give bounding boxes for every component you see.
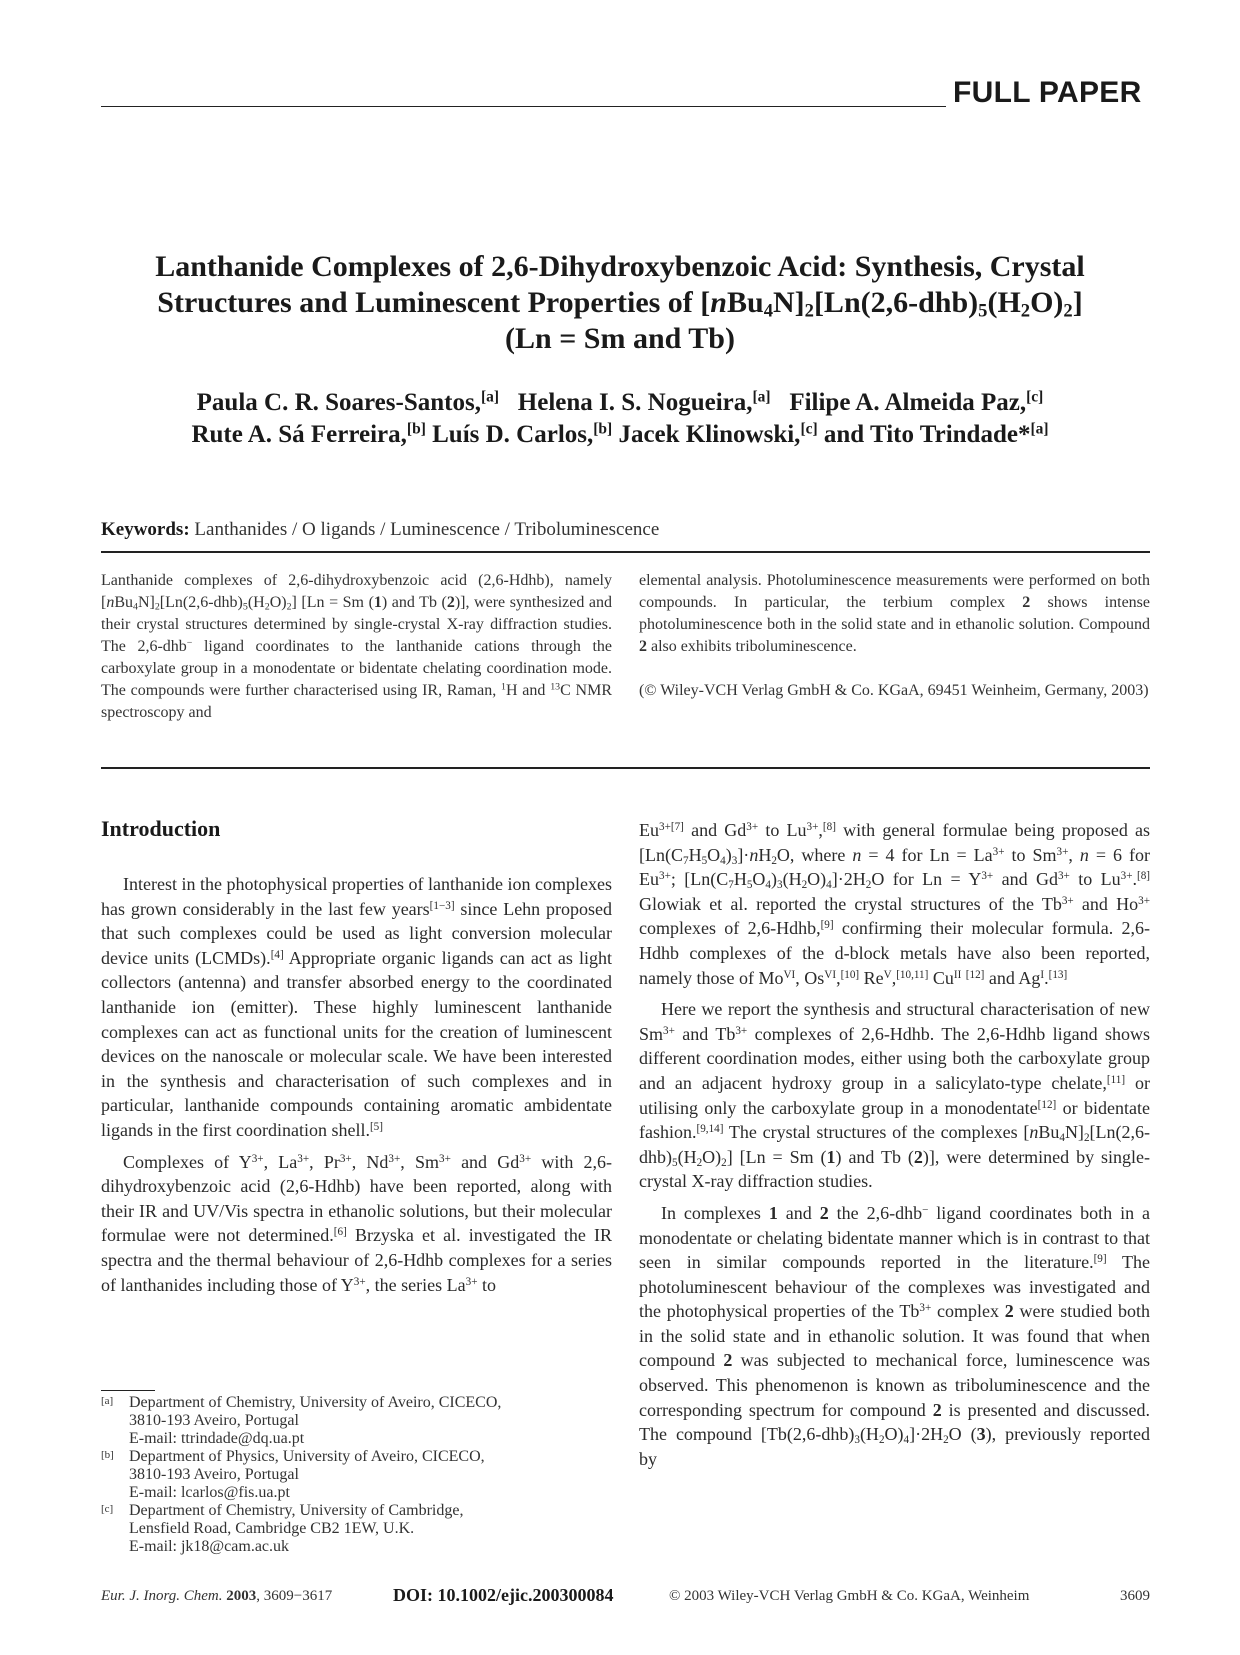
title-text: ] bbox=[1072, 286, 1083, 319]
affiliation-mark: [a] bbox=[752, 388, 771, 406]
title-subscript: 5 bbox=[978, 300, 988, 322]
title-text: Bu bbox=[726, 286, 764, 319]
doi-link[interactable]: DOI: 10.1002/ejic.200300084 bbox=[393, 1585, 614, 1605]
affiliation-mark: [c] bbox=[800, 420, 818, 438]
title-subscript: 2 bbox=[1020, 300, 1031, 322]
footnote-line: Department of Chemistry, University of Cambridge, bbox=[129, 1502, 464, 1519]
page-number: 3609 bbox=[1120, 1588, 1150, 1604]
journal-pages: , 3609−3617 bbox=[256, 1588, 333, 1604]
title-subscript: 4 bbox=[763, 300, 773, 322]
keywords-label: Keywords: bbox=[101, 519, 190, 540]
footnote-line: Lensfield Road, Cambridge CB2 1EW, U.K. bbox=[129, 1520, 415, 1537]
title-text: O) bbox=[1030, 286, 1064, 319]
body-paragraph: Interest in the photophysical properties of lanthanide ion complexes has grown considerably in the last few years[1−3] since Lehn proposed that such complexes could be used as light conversion molecular device units (LCMDs).[4] Appropriate organic ligands can act as light collectors (antenna) and transfer absorbed energy to the coordinated lanthanide ion (emitter). These highly luminescent lanthanide complexes can act as functional units for the creation of luminescent devices on the nanoscale or molecular scale. We have been interested in the synthesis and characterisation of such complexes and in particular, lanthanide compounds containing aromatic ambidentate ligands in the first coordination shell.[5] bbox=[101, 874, 612, 1140]
journal-citation bbox=[101, 1588, 332, 1605]
journal-name: Eur. J. Inorg. Chem. bbox=[101, 1588, 223, 1604]
abstract-text: elemental analysis. Photoluminescence measurements were performed on both compounds. In particular, the terbium complex 2 shows intense photoluminescence both in the solid state and in ethanolic solution. Compound 2 also exhibits triboluminescence. bbox=[639, 572, 1150, 655]
title-line-1: Lanthanide Complexes of 2,6-Dihydroxybenzoic Acid: Synthesis, Crystal bbox=[155, 250, 1085, 283]
keywords-list: Lanthanides / O ligands / Luminescence / Triboluminescence bbox=[194, 519, 660, 540]
footnote-mark: [c] bbox=[101, 1503, 114, 1515]
title-text: [Ln(2,6-dhb) bbox=[813, 286, 979, 319]
footnote-line: 3810-193 Aveiro, Portugal bbox=[129, 1466, 299, 1483]
body-paragraph: Here we report the synthesis and structural characterisation of new $Sm^{3+}$ and $Tb^{3+}$ complexes of 2,6-Hdhb. The 2,6-Hdhb ligand shows different coordination modes, either using both the carboxylate group and an adjacent hydroxy group in a salicylato-type chelate,[11] or utilising only the carboxylate group in a monodentate[12] or bidentate fashion.[9,14] The crystal structures of the complexes $[nBu_4N]_2[Ln(2,6-dhb)_5(H_2O)_2] [Ln = Sm$ (1) and Tb (2)], were determined by single-crystal X-ray diffraction studies. bbox=[639, 999, 1150, 1192]
affiliation-footnotes bbox=[101, 1394, 621, 1556]
author: Paula C. R. Soares-Santos,[a] bbox=[196, 388, 500, 416]
affiliation-mark: [c] bbox=[1026, 388, 1044, 406]
body-paragraph: $Eu^{3+[7]}$ and $Gd^{3+}$ to $Lu^{3+},[8]$ with general formulae being proposed as $[Ln(C_7H_5O_4)_3]\cdot nH_2O$, where n = 4 for $Ln = La^{3+}$ to $Sm^{3+}$, n = 6 for $Eu^{3+}$; $[Ln(C_7H_5O_4)_3(H_2O)_4]\cdot 2H_2O$ for $Ln = Y^{3+}$ and $Gd^{3+}$ to $Lu^{3+}.[8]$ Glowiak et al. reported the crystal structures of the $Tb^{3+}$ and $Ho^{3+}$ complexes of 2,6-Hdhb,[9] confirming their molecular formula. 2,6-Hdhb complexes of the d-block metals have also been reported, namely those of $Mo^{VI}$, $Os^{VI},[10]$ $Re^V,[10,11]$ $Cu^{II}$ [12] and $Ag^I.[13]$ bbox=[639, 820, 1151, 988]
footnote-email: E-mail: lcarlos@fis.ua.pt bbox=[129, 1484, 290, 1501]
title-text: N] bbox=[772, 286, 805, 319]
footnote bbox=[101, 1394, 621, 1448]
keywords bbox=[101, 519, 659, 541]
journal-year: 2003 bbox=[226, 1588, 257, 1604]
footer-copyright: © 2003 Wiley-VCH Verlag GmbH & Co. KGaA, Weinheim bbox=[669, 1588, 1030, 1604]
title-italic-n: n bbox=[710, 286, 727, 319]
body-paragraph: In complexes 1 and 2 the 2,6-dhb− ligand coordinates both in a monodentate or chelating bidentate manner which is in contrast to that seen in similar compounds reported in the literature.[9] The photoluminescent behaviour of the complexes was investigated and the photophysical properties of the $Tb^{3+}$ complex 2 were studied both in the solid state and in ethanolic solution. It was found that when compound 2 was subjected to mechanical force, luminescence was observed. This phenomenon is known as triboluminescence and the corresponding spectrum for compound 2 is presented and discussed. The compound $[Tb(2,6-dhb)_3(H_2O)_4]\cdot 2H_2O$ (3), previously reported by bbox=[639, 1202, 1151, 1469]
section-heading-introduction: Introduction bbox=[101, 816, 221, 841]
footnote-line: Department of Chemistry, University of Aveiro, CICECO, bbox=[129, 1394, 502, 1411]
footnote bbox=[101, 1448, 621, 1502]
title-subscript: 2 bbox=[804, 300, 814, 322]
footnote-line: Department of Physics, University of Aveiro, CICECO, bbox=[129, 1448, 485, 1465]
author: Jacek Klinowski,[c] bbox=[618, 420, 818, 448]
body-right-column bbox=[639, 818, 1150, 1471]
author: Rute A. Sá Ferreira,[b] bbox=[191, 420, 426, 448]
abstract-text: Lanthanide complexes of 2,6-dihydroxybenzoic acid (2,6-Hdhb), namely $[nBu_4N]_2[Ln(2,6-dhb)_5(H_2O)_2] [Ln = Sm$ (1) and Tb (2)], were synthesized and their crystal structures determined by single-crystal X-ray diffraction studies. The 2,6-dhb− ligand coordinates to the lanthanide cations through the carboxylate group in a monodentate or bidentate chelating coordination mode. The compounds were further characterised using IR, Raman, $^1$H and $^{13}$C NMR spectroscopy and bbox=[101, 572, 613, 721]
affiliation-mark: [b] bbox=[593, 420, 613, 438]
abstract-bottom-rule bbox=[101, 767, 1150, 769]
abstract-right-column bbox=[639, 570, 1150, 702]
affiliation-mark: [b] bbox=[406, 420, 426, 438]
author: Luís D. Carlos,[b] bbox=[432, 420, 613, 448]
title-text: Structures and Luminescent Properties of [ bbox=[157, 286, 711, 319]
abstract-top-rule bbox=[101, 551, 1150, 553]
footnote-line: 3810-193 Aveiro, Portugal bbox=[129, 1412, 299, 1429]
abstract-copyright: (© Wiley-VCH Verlag GmbH & Co. KGaA, 69451 Weinheim, Germany, 2003) bbox=[639, 682, 1149, 699]
page-footer bbox=[101, 1585, 1150, 1607]
author: Helena I. S. Nogueira,[a] bbox=[517, 388, 771, 416]
footnote bbox=[101, 1502, 621, 1556]
footnote-mark: [a] bbox=[101, 1395, 114, 1407]
paper-title bbox=[100, 249, 1140, 357]
affiliation-mark: [a] bbox=[1030, 420, 1049, 438]
section-label: FULL PAPER bbox=[953, 76, 1142, 109]
title-text: (H bbox=[987, 286, 1021, 319]
body-left-column bbox=[101, 872, 612, 1297]
affiliation-mark: [a] bbox=[480, 388, 500, 406]
abstract-left-column bbox=[101, 570, 612, 724]
footnote-mark: [b] bbox=[101, 1449, 114, 1461]
footnote-rule bbox=[101, 1390, 155, 1391]
header-rule bbox=[101, 106, 946, 107]
footnote-email: E-mail: jk18@cam.ac.uk bbox=[129, 1538, 290, 1555]
author-list bbox=[100, 387, 1140, 451]
title-subscript: 2 bbox=[1063, 300, 1073, 322]
author: Filipe A. Almeida Paz,[c] bbox=[789, 388, 1044, 416]
author: and Tito Trindade*[a] bbox=[823, 420, 1049, 448]
footnote-email: E-mail: ttrindade@dq.ua.pt bbox=[129, 1430, 305, 1447]
title-line-3: (Ln = Sm and Tb) bbox=[505, 322, 735, 355]
body-paragraph: Complexes of $Y^{3+}$, $La^{3+}$, $Pr^{3+}$, $Nd^{3+}$, $Sm^{3+}$ and $Gd^{3+}$ with 2,6-dihydroxybenzoic acid (2,6-Hdhb) have been reported, along with their IR and UV/Vis spectra in ethanolic solutions, but their molecular formulae were not determined.[6] Brzyska et al. investigated the IR spectra and the thermal behaviour of 2,6-Hdhb complexes for a series of lanthanides including those of $Y^{3+}$, the series $La^{3+}$ to bbox=[101, 1151, 613, 1295]
